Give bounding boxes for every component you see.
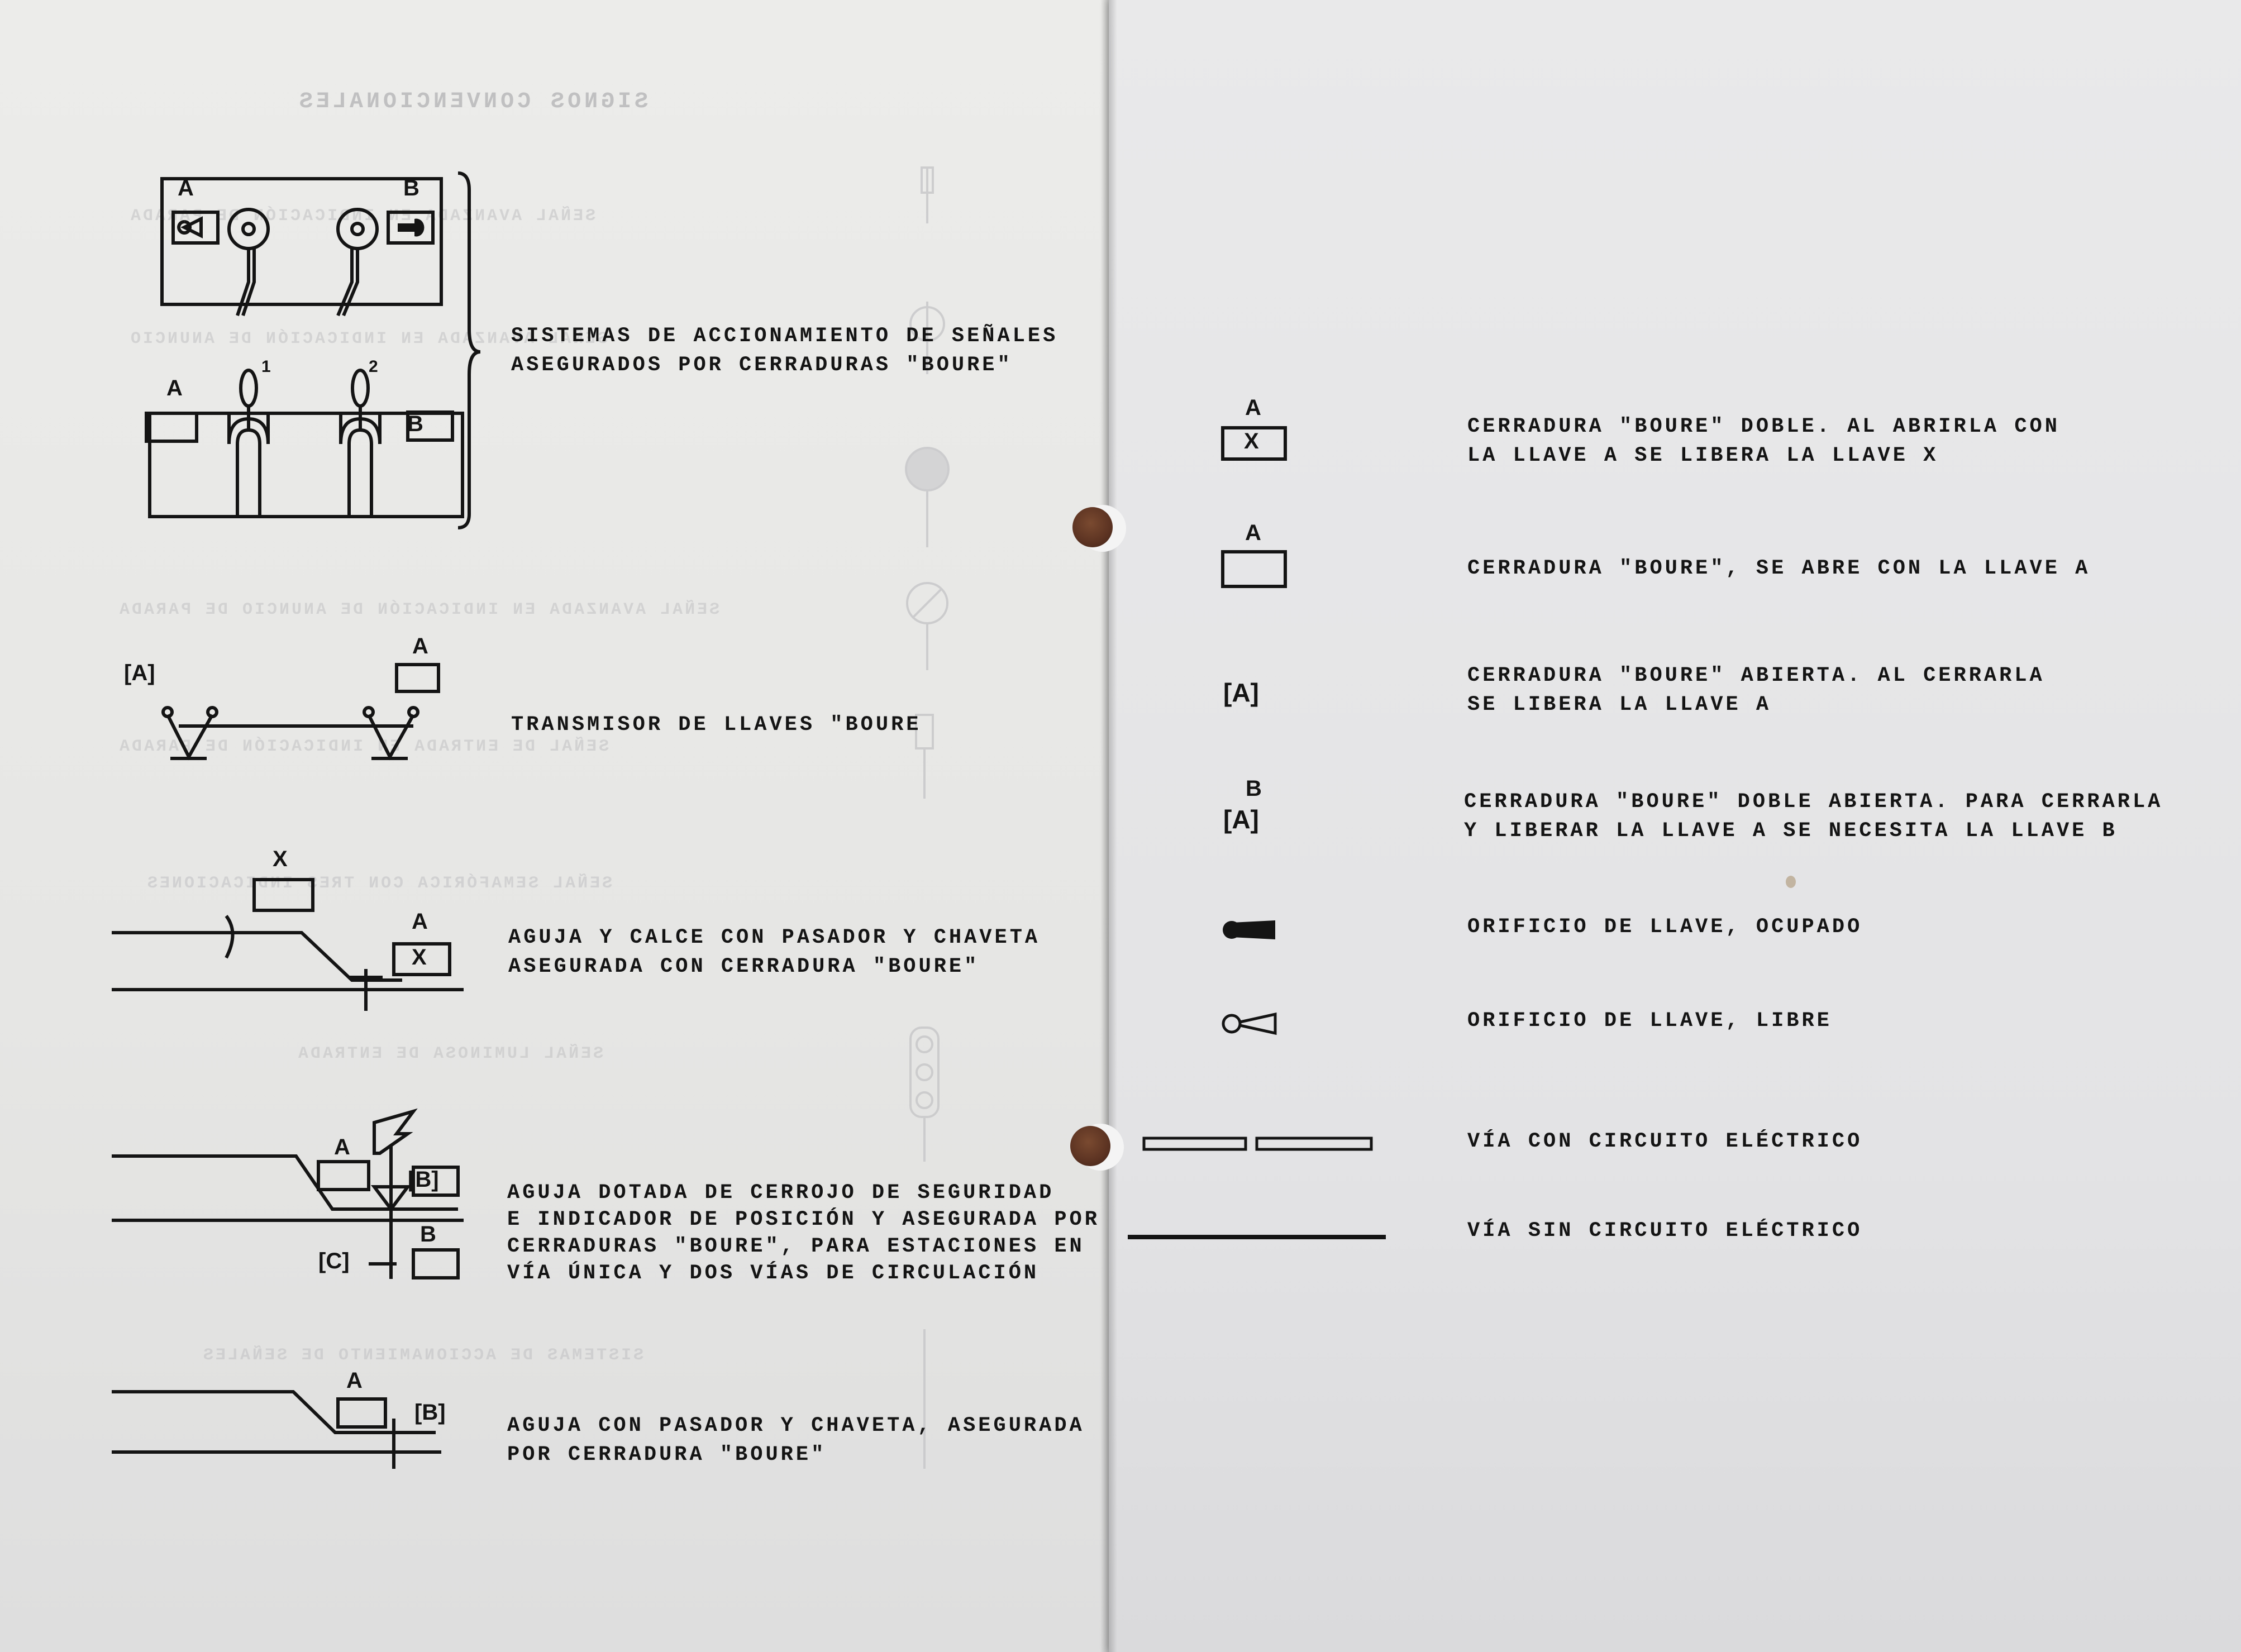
caption-line: E INDICADOR DE POSICIÓN Y ASEGURADA POR <box>507 1208 1100 1231</box>
caption-line: CERRADURAS "BOURE", PARA ESTACIONES EN <box>507 1235 1085 1258</box>
caption-lever-systems <box>511 322 1058 380</box>
label-c-open: [C] <box>318 1249 350 1273</box>
caption-line: AGUJA CON PASADOR Y CHAVETA, ASEGURADA <box>507 1414 1085 1438</box>
caption-lock <box>1467 554 2090 583</box>
label-a: A <box>412 909 428 934</box>
symbol-open-lock: [A] <box>1223 678 1259 707</box>
caption-line: SE LIBERA LA LLAVE A <box>1467 693 1772 717</box>
bleed-title: SIGNOS CONVENCIONALES <box>296 89 649 114</box>
caption-line: VÍA SIN CIRCUITO ELÉCTRICO <box>1467 1219 1863 1243</box>
switch-lock-indicator-diagram <box>112 1111 475 1296</box>
caption-key-transmitter <box>511 710 922 739</box>
label-a: A <box>166 376 183 400</box>
symbol-open-lock: [A] <box>1223 805 1259 834</box>
key-transmitter-diagram <box>123 648 480 765</box>
bleed-line: SEÑAL LUMINOSA DE ENTRADA <box>296 1044 604 1063</box>
symbol-label-a: A <box>1245 395 1261 420</box>
caption-track-no-circuit <box>1467 1216 1862 1245</box>
label-a: A <box>412 634 428 658</box>
symbol-box-x: X <box>1244 429 1259 453</box>
caption-line: ORIFICIO DE LLAVE, OCUPADO <box>1467 915 1863 939</box>
caption-line: ORIFICIO DE LLAVE, LIBRE <box>1467 1009 1832 1033</box>
bleed-line: SISTEMAS DE ACCIONAMIENTO DE SEÑALES <box>201 1346 644 1365</box>
bleed-line: SEÑAL DE ENTRADA EN INDICACIÓN DE PARADA <box>117 737 609 756</box>
label-a: A <box>178 176 194 200</box>
label-b-open: [B] <box>414 1400 446 1425</box>
caption-line: ASEGURADOS POR CERRADURAS "BOURE" <box>511 354 1013 377</box>
caption-line: CERRADURA "BOURE" DOBLE ABIERTA. PARA CERRARLA <box>1464 790 2163 814</box>
caption-line: TRANSMISOR DE LLAVES "BOURE <box>511 713 922 737</box>
track-with-circuit-icon <box>1142 1134 1388 1156</box>
label-a: A <box>334 1135 350 1159</box>
track-without-circuit-icon <box>1128 1231 1390 1243</box>
keyhole-free-icon <box>1220 1010 1282 1038</box>
caption-line: CERRADURA "BOURE" DOBLE. AL ABRIRLA CON <box>1467 415 2060 438</box>
caption-line: AGUJA Y CALCE CON PASADOR Y CHAVETA <box>508 926 1041 949</box>
right-page <box>1109 0 2241 1652</box>
caption-track-circuit <box>1467 1127 1862 1156</box>
caption-double-open-lock <box>1464 787 2163 846</box>
lock-symbol <box>1220 550 1299 589</box>
bleed-line: SEÑAL AVANZADA EN INDICACIÓN DE ANUNCIO DE PARADA <box>117 600 720 619</box>
lever-number: 2 <box>369 357 378 376</box>
lever-number: 1 <box>261 357 271 376</box>
caption-line: POR CERRADURA "BOURE" <box>507 1443 827 1467</box>
caption-line: ASEGURADA CON CERRADURA "BOURE" <box>508 955 980 978</box>
label-b-open: [B] <box>408 1167 439 1192</box>
bleed-line: SEÑAL AVANZADA EN INDICACIÓN DE PARADA <box>128 207 596 226</box>
paper-stain <box>1786 876 1796 888</box>
caption-open-lock <box>1467 661 2045 719</box>
double-lock-symbol <box>1220 426 1299 465</box>
caption-line: Y LIBERAR LA LLAVE A SE NECESITA LA LLAVE B <box>1464 819 2118 843</box>
caption-switch-pin <box>508 923 1040 981</box>
caption-line: AGUJA DOTADA DE CERROJO DE SEGURIDAD <box>507 1181 1055 1205</box>
binding-hole-bottom <box>1070 1126 1110 1166</box>
label-a: A <box>346 1368 363 1393</box>
label-x-box: X <box>412 945 427 970</box>
label-b: B <box>403 176 419 200</box>
caption-line: VÍA ÚNICA Y DOS VÍAS DE CIRCULACIÓN <box>507 1262 1040 1285</box>
caption-line: VÍA CON CIRCUITO ELÉCTRICO <box>1467 1130 1863 1153</box>
symbol-label-a: A <box>1245 521 1261 545</box>
lever-frame-diagram <box>145 168 492 536</box>
label-a-open: [A] <box>124 661 155 685</box>
label-x: X <box>273 847 288 871</box>
caption-switch-lock <box>507 1180 1100 1287</box>
bleed-line: SEÑAL SEMAFÓRICA CON TRES INDICACIONES <box>145 874 613 893</box>
symbol-label-b: B <box>1246 776 1262 801</box>
keyhole-occupied-icon <box>1220 916 1282 944</box>
center-fold <box>1100 0 1117 1652</box>
caption-line: CERRADURA "BOURE", SE ABRE CON LA LLAVE A <box>1467 557 2091 580</box>
left-page <box>0 0 1109 1652</box>
label-b: B <box>407 412 423 436</box>
binding-hole-top <box>1072 507 1113 547</box>
caption-switch-pin-secured <box>507 1411 1085 1469</box>
caption-line: LA LLAVE A SE LIBERA LA LLAVE X <box>1467 444 1939 467</box>
caption-line: SISTEMAS DE ACCIONAMIENTO DE SEÑALES <box>511 324 1058 348</box>
caption-keyhole-occupied <box>1467 913 1862 942</box>
bleed-line: SEÑAL AVANZADA EN INDICACIÓN DE ANUNCIO <box>128 330 608 348</box>
caption-double-lock <box>1467 412 2060 470</box>
caption-keyhole-free <box>1467 1006 1832 1035</box>
label-b: B <box>420 1222 436 1247</box>
caption-line: CERRADURA "BOURE" ABIERTA. AL CERRARLA <box>1467 664 2045 687</box>
